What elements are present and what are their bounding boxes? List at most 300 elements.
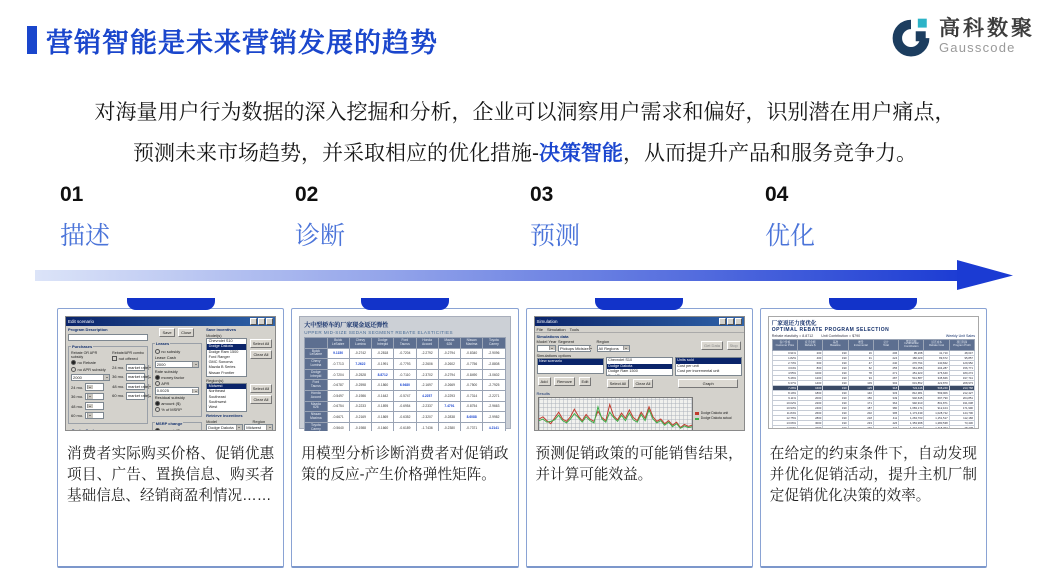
matrix-row-header: Chevy Lumina [305,359,327,370]
matrix-cell: -0.7756 [461,359,483,370]
leases-group: Leases no subsidy Lease Cash 2000 Rate subsidy money factor APR 0.0025 Residual subsidy amount ($) % of MSRP [152,343,202,417]
rebate-cell: 1000 [798,370,823,375]
legend-swatch-icon [695,418,700,421]
matrix-cell: -0.1860 [372,380,394,391]
rebate-cell: 190 [823,355,848,360]
matrix-cell: 9.1150 [327,348,349,359]
matrix-cell: -1.7436 [416,422,438,431]
legend-label: Dodge Dakota unit [700,410,729,415]
rebate-cell: 0.91% [772,350,797,355]
card-top-tab [127,298,215,310]
models-listbox [606,357,673,376]
retrieve-region-select: Midwest [244,424,273,431]
term-label: 60 mo. [112,393,125,399]
select-all-button-2: Select All [250,384,272,393]
models-listbox [206,338,247,377]
gausscode-logo-icon [890,15,932,57]
select-all-button: Select All [607,379,629,388]
rebate-cell: 631,852 [899,380,924,385]
card-optimize [760,308,987,568]
window-titlebar [66,317,275,326]
rebate-cell: 697,790 [924,395,949,400]
rebate-column-header: 总计 Total [873,340,898,351]
rebate-cell: 190 [823,405,848,410]
rebate-cell: 190 [823,350,848,355]
matrix-cell: 4.2141 [483,422,505,431]
model-year-select [537,345,556,352]
rebate-cell: 271 [873,370,898,375]
matrix-row [305,401,505,412]
matrix-cell: -0.1988 [349,422,371,431]
rebate-cell: 2400 [798,405,823,410]
rebate-cell: 28,438 [949,425,974,429]
card-describe [57,308,284,568]
term-row [112,373,149,381]
stop-button: Stop [727,341,741,350]
matrix-cell: -0.7713 [327,359,349,370]
window-titlebar [535,317,744,326]
rebate-cell: 1800 [798,390,823,395]
rebate-cell: 190 [823,365,848,370]
rebate-cell: 1.82% [772,355,797,360]
term-select: market rate [126,383,145,390]
rebate-cell: 10.93% [772,405,797,410]
matrix-row [305,359,505,370]
list-item: Southeast [208,394,226,399]
rebate-cell: 395 [873,410,898,415]
matrix-cell: -0.6787 [327,380,349,391]
clear-all-button-2: Clear All [250,395,272,404]
rebate-cell: 89,672 [924,355,949,360]
rebate-cell: 422,870 [924,380,949,385]
matrix-cell: 8.8712 [372,369,394,380]
matrix-cell: -0.2602 [438,359,460,370]
rebate-cell: 992,910 [899,400,924,405]
rate-value-select: 0.0025 [155,387,199,394]
rebate-cell: 2.73% [772,360,797,365]
rebate-cell: 16 [848,350,873,355]
rebate-cell: 380 [873,405,898,410]
rebate-cell: 190 [823,425,848,429]
rebate-column-header: 增量贡献 Incremental Contribution [899,340,924,351]
rebate-cell: 11.84% [772,410,797,415]
list-item: Chevrolet S10 [208,339,233,343]
rebate-cell: 204,287 [924,365,949,370]
rebate-cell: 48,047 [949,350,974,355]
matrix-cell: -0.7314 [461,390,483,401]
matrix-column-header: Ford Taurus [394,338,416,349]
matrix-cell: -0.7793 [394,359,416,370]
rebate-cell: 31 [848,355,873,360]
matrix-column-header: Nissan Maxima [461,338,483,349]
rebate-cell: 200 [798,350,823,355]
rebate-cell: 204,851 [949,395,974,400]
save-button: Save [159,328,174,337]
rebate-cell: 333 [873,390,898,395]
matrix-row-header: Nissan Maxima [305,412,327,423]
rebate-cell: 190 [823,410,848,415]
matrix-row-header: Honda Accord [305,390,327,401]
rebate-cell: 2600 [798,410,823,415]
legend-swatch-icon [695,412,700,415]
step-1-label: 描述 [60,222,111,250]
card-top-tab [595,298,683,310]
rebate-cell: 9.11% [772,395,797,400]
rebate-cell: 240 [873,360,898,365]
output-listbox [675,357,742,376]
rebate-cell: 180,029 [899,355,924,360]
rebate-cell: 1,151,517 [924,415,949,420]
rebate-cell: 3200 [798,425,823,429]
card-describe-caption: 消费者实际购买价格、促销优惠项目、广告、置换信息、购买者基础信息、经销商盈利情况…… [67,446,275,504]
term-select: market rate [126,364,145,371]
rebate-cell: 364 [873,400,898,405]
matrix-cell: 7.4791 [438,401,460,412]
rebate-cell: 190 [823,360,848,365]
rebate-cell: 1,173,439 [899,410,924,415]
chart-legend [695,397,741,431]
rebate-cell: 129,952 [949,360,974,365]
rebate-cell: 1,263,703 [899,415,924,420]
matrix-row [305,422,505,431]
term-label: 24 mo. [112,364,125,370]
dropdown-icon [87,404,93,409]
dropdown-icon [87,385,93,390]
list-item: West [208,405,218,410]
step-2-number: 02 [295,183,319,206]
card-top-tab [361,298,449,310]
screenshot-elasticity-matrix [299,316,510,431]
rebate-cell: 187 [848,405,873,410]
matrix-corner-cell [305,338,327,349]
card-diagnose-caption: 用模型分析诊断消费者对促销政策的反应-产生价格弹性矩阵。 [301,446,509,483]
rebate-cell: 156,771 [949,365,974,370]
step-3 [530,183,765,252]
term-select [85,402,104,409]
matrix-cell: -0.6352 [394,412,416,423]
company-logo [890,15,1035,57]
matrix-cell: -0.1660 [372,422,394,431]
rebate-cell: 1,444,232 [899,425,924,429]
term-label: 36 mo. [71,394,84,400]
matrix-row-header: Dodge Intrepid [305,369,327,380]
rebate-cell: 3.64% [772,365,797,370]
matrix-title-en: UPPER MID-SIZE SEDAN SEGMENT REBATE ELASTICITIES [304,330,453,335]
save-incentives-label: Save incentives [206,327,237,332]
matrix-cell: -2.8808 [483,359,505,370]
list-item: Dodge Ram 1500 [608,368,638,373]
matrix-cell: -0.6754 [327,401,349,412]
rebate-cell: 94 [848,375,873,380]
rebate-cell: 140 [848,390,873,395]
dropdown-icon [148,394,151,399]
rebate-cell: 800 [798,365,823,370]
rebate-cell: 191,038 [949,400,974,405]
matrix-cell: -0.1986 [349,390,371,401]
legend-item [695,416,741,421]
list-item: Midwest [207,384,246,389]
matrix-cell: -0.2380 [438,422,460,431]
sales-line-chart [538,397,693,431]
matrix-cell: -2.9096 [483,348,505,359]
rebate-program-table [772,339,975,429]
matrix-cell: -2.2792 [416,348,438,359]
step-3-number: 03 [530,183,554,206]
term-row [112,363,149,371]
rebate-cell: 202 [848,410,873,415]
rebate-cell: 212,427 [949,390,974,395]
matrix-cell: -2.3702 [416,369,438,380]
rebate-cell: 41,710 [924,350,949,355]
list-item: Dodge Dakota [607,364,672,369]
rebate-cell: 1400 [798,380,823,385]
rebate-cell: 180,274 [949,370,974,375]
intro-line2-post: ，从而提升产品和服务竞争力。 [623,142,917,165]
remove-button: Remove [554,377,575,386]
screenshot-edit-scenario-dialog: Edit scenario Program Description Purchases Rebate OR APR subsidy no Rebate no APR subsidy 2000 24 mo. 36 mo. 48 mo. 60 mo. Rebate/APR combo not offered 24 mo. market rate 36 mo. market rate 48 mo. market rate 60 mo. market rate Dealer Cash Save Close Leases no subsidy Lease Cash 2000 Rate subsidy money factor APR 0.0025 Residual subsidy amount ($) % of MSRP MSRP change amount ($) Save incentives Model(s) Chevrolet S10 Dodge Dakota Dodge Ram 1500 Ford Ranger GMC Sonoma Mazda B Series Nissan Frontier Select All Clear All Region(s) Midwest Northeast Southeast Southwest West Select All Clear All Retrieve incentives Model Region Dodge Dakota Midwest [65,316,276,431]
matrix-cell: -2.2606 [416,359,438,370]
rebate-column-header: 返还金额 Rebate $ [798,340,823,351]
matrix-cell: -0.8754 [461,401,483,412]
rebate-cell: 190 [823,385,848,390]
segment-select: Pickups Midsize [558,345,591,352]
matrix-cell: -3.0602 [483,369,505,380]
rebate-cell: 197,741 [949,375,974,380]
matrix-row-header: Toyota Camry [305,422,327,431]
rebate-cell: 508,240 [924,385,949,390]
legend-label: Dodge Dakota actual [700,416,732,421]
rebate-cell: 541,587 [899,375,924,380]
matrix-row-header: Ford Taurus [305,380,327,391]
term-row [71,383,110,391]
menu-item: Simulation [546,326,566,332]
rebate-column-header: 项目利润 Program Profit [949,340,974,351]
rebate-cell: 171,990 [949,405,974,410]
term-label: 60 mo. [71,413,84,419]
matrix-cell: -2.2337 [416,401,438,412]
rebate-cell: 600 [798,360,823,365]
rebate-cell: 442 [873,425,898,429]
list-item: Cost per incremental unit [677,368,720,373]
matrix-row-header: Mazda 626 [305,401,327,412]
rebate-cell: 912,104 [924,405,949,410]
rebate-cell: 8.19% [772,390,797,395]
rebate-cell: 3000 [798,420,823,425]
term-select [85,393,104,400]
step-3-label: 预测 [530,222,581,250]
logo-subname: Gausscode [939,39,1016,55]
close-icon [735,318,742,325]
rebate-cell: 1,028,722 [924,410,949,415]
list-item: Cost per unit [677,363,699,368]
rebate-cell: 599,906 [924,390,949,395]
rebate-cell: 218 [848,415,873,420]
rebate-cell: 190 [823,415,848,420]
program-description-input [68,334,148,341]
step-2 [295,183,530,252]
matrix-cell: -0.8340 [461,348,483,359]
term-row [112,392,149,400]
list-item: Chevrolet S10 [608,358,633,363]
matrix-cell: -0.6189 [394,422,416,431]
rebate-cell: 4.55% [772,370,797,375]
matrix-cell: -0.7371 [461,422,483,431]
rebate-cell: 224 [873,355,898,360]
rebate-cell: 47 [848,360,873,365]
rebate-amount-select: 2000 [71,374,110,381]
rebate-cell: 7.28% [772,385,797,390]
matrix-cell: -2.9982 [483,412,505,423]
matrix-column-header: Chevy Lumina [349,338,371,349]
card-diagnose [291,308,518,568]
matrix-header-row [305,338,505,349]
term-select [85,383,104,390]
rebate-column-header: 基准 Baseline [823,340,848,351]
rebate-cell: 213,768 [949,385,974,390]
matrix-cell: -2.9663 [483,401,505,412]
rebate-cell: 801,871 [924,400,949,405]
menu-item: File [536,326,543,332]
rebate-table-row [772,425,974,429]
matrix-column-header: Honda Accord [416,338,438,349]
rebate-column-header: 增量 Incremental [848,340,873,351]
rebate-combo-label: Rebate/APR combo [112,350,144,355]
matrix-column-header: Dodge Intrepid [372,338,394,349]
window-title: Edit scenario [68,319,95,324]
rebate-cell: 95,857 [949,355,974,360]
title-accent-bar [27,26,37,54]
matrix-cell: -0.1895 [372,401,394,412]
window-controls [719,318,742,325]
rebate-cell: 287 [873,375,898,380]
rebate-cell: 249 [848,425,873,429]
list-item: Ford Ranger [608,374,630,377]
list-item: Units sold [676,358,741,363]
intro-line2-pre: 预测未来市场趋势，并采取相应的优化措施- [133,142,539,165]
rebate-cell: 1200 [798,375,823,380]
matrix-cell: -0.6671 [327,412,349,423]
matrix-title-zh: 大中型轿车的厂家现金返还弹性 [304,323,389,329]
elasticity-matrix-table [304,337,505,431]
rebate-cell: 722,116 [899,385,924,390]
matrix-cell: -2.3207 [416,412,438,423]
arrow-shaft [35,270,967,281]
term-label: 36 mo. [112,374,125,380]
rebate-cell: 5.46% [772,375,797,380]
term-row [71,392,110,400]
matrix-cell: -0.2838 [438,412,460,423]
series-line-red [539,404,692,427]
rebate-cell: 812,381 [899,390,924,395]
matrix-row [305,348,505,359]
matrix-row [305,390,505,401]
matrix-cell: 7.2622 [349,359,371,370]
page-title: 营销智能是未来营销发展的趋势 [46,28,438,58]
menu-item: Tools [569,326,579,332]
rebate-cell: 190 [823,420,848,425]
rebate-cell: 190 [823,395,848,400]
rebate-title-en: OPTIMAL REBATE PROGRAM SELECTION [771,327,890,333]
matrix-cell: -0.2169 [349,412,371,423]
matrix-row [305,380,505,391]
select-all-button: Select All [250,339,272,348]
list-item: GMC Sonoma [208,360,233,365]
logo-name: 高科数聚 [939,16,1035,40]
matrix-cell: -2.7925 [483,380,505,391]
rebate-cell: 13.66% [772,420,797,425]
rebate-cell: 156 [848,395,873,400]
list-item: Mazda B Series [208,365,236,370]
dropdown-icon [87,413,93,418]
window-title: Simulation [536,319,558,324]
rebate-cell: 345,846 [924,375,949,380]
matrix-cell: -0.2233 [349,401,371,412]
matrix-column-header: Toyota Camry [483,338,505,349]
retrieve-incentives-label: Retrieve incentives [206,412,243,418]
card-predict [526,308,753,568]
rebate-cell: 73,430 [949,420,974,425]
intro-line1: 对海量用户行为数据的深入挖掘和分析，企业可以洞察用户需求和偏好，识别潜在用户痛点， [94,101,956,124]
matrix-cell: -0.7110 [394,369,416,380]
screenshot-rebate-optimization-table [768,316,979,431]
rebate-cell: 140,842 [924,360,949,365]
close-icon [266,318,273,325]
matrix-cell: -0.5497 [327,390,349,401]
stage-cards [57,308,987,568]
term-label: 48 mo. [112,383,125,389]
arrow-head [957,260,1013,290]
maximize-icon [727,318,734,325]
rebate-cell: 190 [823,390,848,395]
matrix-cell: 6.9480 [394,380,416,391]
matrix-cell: -0.1991 [372,359,394,370]
term-label: 24 mo. [71,384,84,390]
get-data-button: Get Data [701,341,723,350]
matrix-column-header: Buick LeSabre [327,338,349,349]
matrix-row-header: Buick LeSabre [305,348,327,359]
term-row [112,382,149,390]
rebate-cell: 2200 [798,400,823,405]
matrix-cell: -0.7500 [461,380,483,391]
rebate-column-header: 客户价格 Customer Price [772,340,797,351]
intro-highlight: 决策智能 [539,142,623,165]
rebate-apr-label: Rebate OR APR subsidy [71,350,98,359]
rebate-cell: 190 [823,370,848,375]
rebate-cell: 276,640 [924,370,949,375]
rebate-cell: 95,268 [899,350,924,355]
intro-paragraph [50,92,1000,174]
matrix-cell: -0.7204 [327,369,349,380]
rebate-cell: 233 [848,420,873,425]
matrix-column-header: Mazda 626 [438,338,460,349]
retrieve-model-select: Dodge Dakota [206,424,243,431]
program-description-label: Program Description [68,327,108,332]
rebate-cell: 318 [873,385,898,390]
process-steps [60,183,1000,252]
purchases-group: Purchases Rebate OR APR subsidy no Rebate no APR subsidy 2000 24 mo. 36 mo. 48 mo. 60 mo. Rebate/APR combo not offered 24 mo. market rate 36 mo. market rate 48 mo. market rate 60 mo. market rate [68,346,148,425]
rebate-cell: 125 [848,385,873,390]
dropdown-icon [148,384,151,389]
rebate-cell: 902,645 [899,395,924,400]
rebate-cell: 1,083,174 [899,405,924,410]
process-arrow [35,259,1015,296]
list-item: Southwest [208,399,227,404]
matrix-cell: -0.5640 [327,422,349,431]
matrix-cell: -2.1697 [416,380,438,391]
dropdown-icon [148,375,151,380]
list-item: Ford Ranger [208,354,230,359]
graph-button: Graph [678,379,738,388]
